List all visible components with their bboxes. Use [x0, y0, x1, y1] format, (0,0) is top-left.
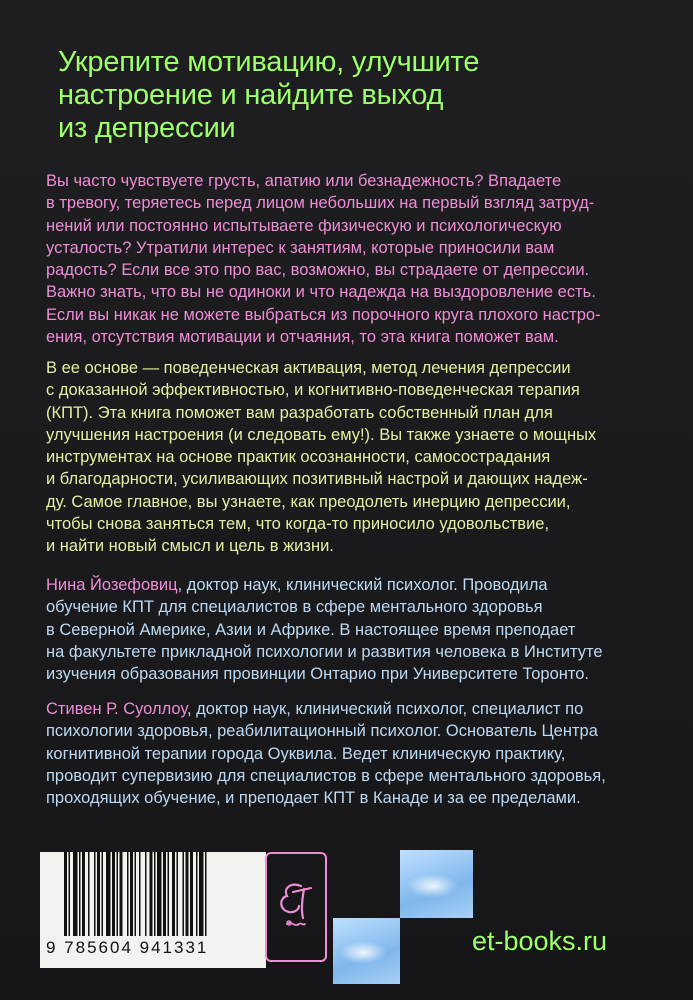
text-line: Если вы никак не можете выбраться из порочного круга плохого настро-: [46, 305, 601, 324]
headline-line: Укрепите мотивацию, улучшите: [58, 46, 480, 78]
publisher-website: et-books.ru: [472, 926, 608, 956]
text-line: улучшения настроения (и следовать ему!). Вы также узнаете о мощных: [46, 425, 597, 444]
text-line: инструментах на основе практик осознанности, самосострадания: [46, 448, 551, 467]
text-line: психологии здоровья, реабилитационный психолог. Основатель Центра: [46, 722, 598, 741]
text-line: когнитивной терапии города Оуквила. Ведет клиническую практику,: [46, 744, 566, 763]
text-line: на факультете прикладной психологии и развития человека в Институте: [46, 642, 603, 661]
intro-paragraph: [46, 170, 666, 348]
text-line: усталость? Утратили интерес к занятиям, которые приносили вам: [46, 238, 555, 257]
text-line: [46, 574, 666, 596]
text-line: нений или постоянно испытываете физическую и психологическую: [46, 216, 562, 235]
author-name: Стивен Р. Суоллоу: [46, 700, 188, 718]
publisher-logo: [265, 852, 327, 962]
text-line: ду. Самое главное, вы узнаете, как преодолеть инерцию депрессии,: [46, 492, 571, 511]
isbn-barcode: [40, 852, 266, 968]
text-line: В ее основе — поведенческая активация, метод лечения депрессии: [46, 359, 571, 377]
text-line: в Северной Америке, Азии и Африке. В настоящее время преподает: [46, 620, 576, 639]
author-bio-2: [46, 698, 666, 809]
sky-square-decoration: [400, 850, 473, 918]
text-line: Важно знать, что вы не одиноки и что надежда на выздоровление есть.: [46, 283, 596, 302]
text-line: Вы часто чувствуете грусть, апатию или безнадежность? Впадаете: [46, 172, 562, 190]
text-line: радость? Если все это про вас, возможно, вы страдаете от депрессии.: [46, 261, 590, 280]
barcode-bars: [64, 852, 260, 936]
text-line: [46, 698, 666, 720]
sky-square-decoration: [333, 918, 400, 984]
author-name: Нина Йозефовиц: [46, 576, 178, 594]
text-line: в тревогу, теряетесь перед лицом небольших на первый взгляд затруд-: [46, 194, 595, 213]
method-paragraph: [46, 357, 666, 558]
headline-line: настроение и найдите выход: [58, 79, 444, 111]
et-monogram-icon: [275, 876, 317, 934]
text-line: и благодарности, усиливающих позитивный настрой и дающих надеж-: [46, 470, 588, 489]
headline-line: из депрессии: [58, 112, 236, 144]
text-line: (КПТ). Эта книга поможет вам разработать собственный план для: [46, 403, 553, 422]
text-line: изучения образования провинции Онтарио при Университете Торонто.: [46, 665, 590, 684]
text-line: проходящих обучение, и преподает КПТ в Канаде и за ее пределами.: [46, 789, 581, 808]
author-bio-text: , доктор наук, клинический психолог. Проводила: [177, 576, 548, 594]
headline: [58, 46, 658, 145]
barcode-digits: 9 785604 941331: [46, 938, 209, 957]
text-line: с доказанной эффективностью, и когнитивно-поведенческая терапия: [46, 381, 580, 400]
text-line: обучение КПТ для специалистов в сфере ментального здоровья: [46, 598, 543, 617]
text-line: и найти новый смысл и цель в жизни.: [46, 537, 334, 556]
author-bio-text: , доктор наук, клинический психолог, специалист по: [187, 700, 584, 718]
text-line: чтобы снова заняться тем, что когда-то приносило удовольствие,: [46, 515, 550, 534]
text-line: проводит супервизию для специалистов в сфере ментального здоровья,: [46, 766, 606, 785]
author-bio-1: [46, 574, 666, 685]
text-line: ения, отсутствия мотивации и отчаяния, то эта книга поможет вам.: [46, 328, 559, 347]
